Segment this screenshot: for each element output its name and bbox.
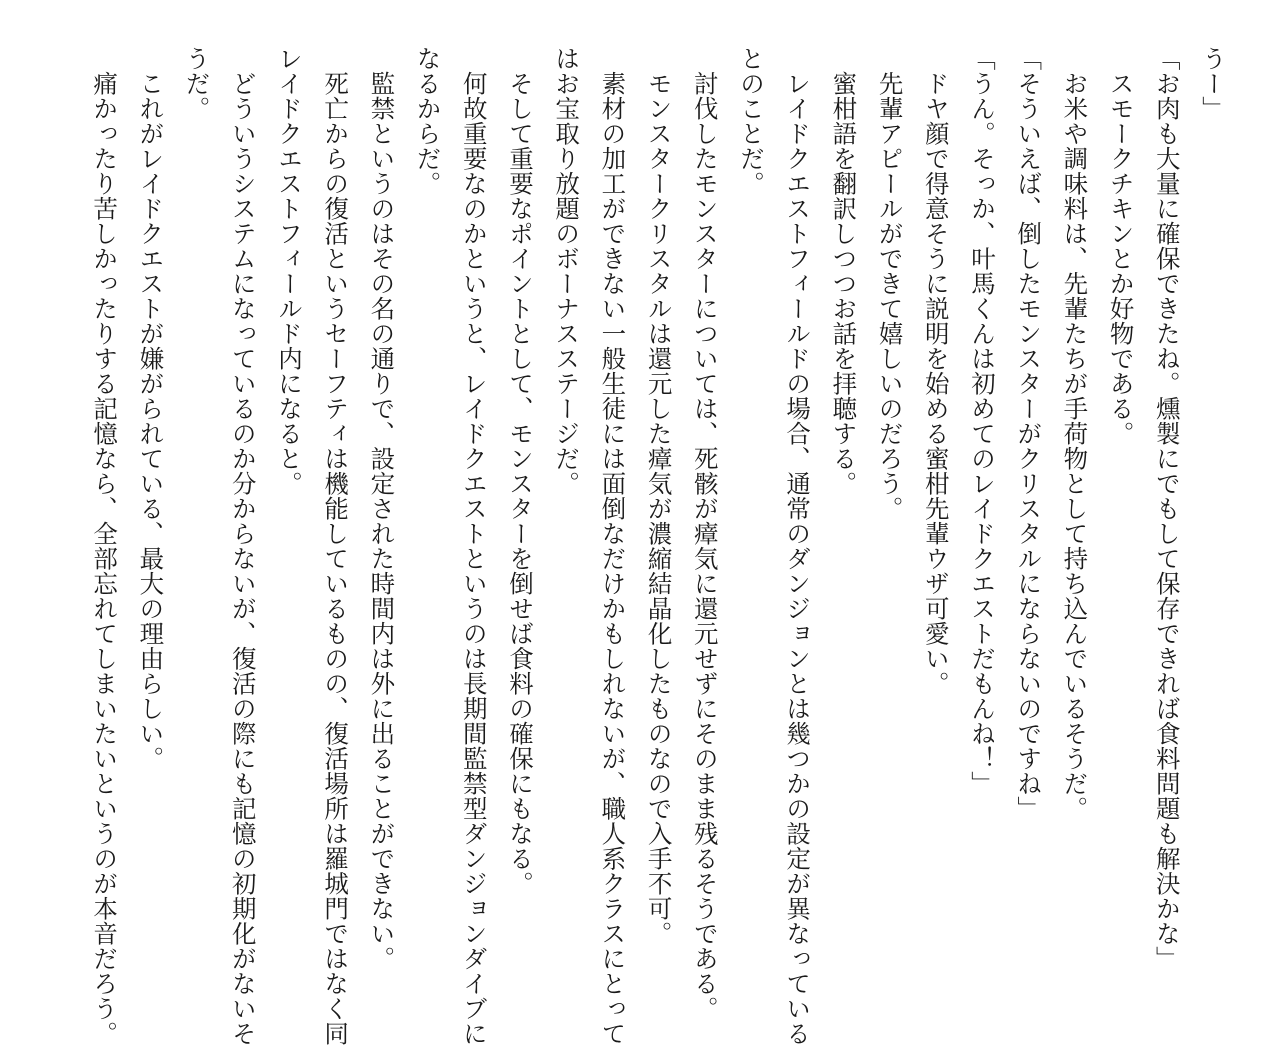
text-line: 監禁というのはその名の通りで、設定された時間内は外に出ることができない。 xyxy=(367,70,397,971)
text-line: 素材の加工ができない一般生徒には面倒なだけかもしれないが、職人系クラスにとってはお宝取り放題のボーナスステージだ。 xyxy=(552,46,628,1046)
text-line: ドヤ顔で得意そうに説明を始める蜜柑先輩ウザ可愛い。 xyxy=(921,70,951,696)
text-line: モンスタークリスタルは還元した瘴気が濃縮結晶化したものなので入手不可。 xyxy=(644,70,674,946)
text-line: 蜜柑語を翻訳しつつお話を拝聴する。 xyxy=(829,70,859,496)
text-line: そして重要なポイントとして、モンスターを倒せば食料の確保にもなる。 xyxy=(505,70,535,896)
text-line: 「うん。そっか、叶馬くんは初めてのレイドクエストだもんね！」 xyxy=(967,46,997,796)
text-line: 痛かったり苦しかったりする記憶なら、全部忘れてしまいたいというのが本音だろう。 xyxy=(90,70,120,1046)
text-line: 何故重要なのかというと、レイドクエストというのは長期間監禁型ダンジョンダイブになるからだ。 xyxy=(413,46,489,1046)
text-line: お米や調味料は、先輩たちが手荷物として持ち込んでいるそうだ。 xyxy=(1060,70,1090,821)
text-line: 死亡からの復活というセーフティは機能しているものの、復活場所は羅城門ではなく同レイドクエストフィールド内になると。 xyxy=(274,46,351,1046)
text-line: 「お肉も大量に確保できたね。燻製にでもして保存できれば食料問題も解決かな」 xyxy=(1152,46,1182,971)
text-line: 先輩アピールができて嬉しいのだろう。 xyxy=(875,70,905,521)
text-line: どういうシステムになっているのか分からないが、復活の際にも記憶の初期化がないそうだ。 xyxy=(182,46,258,1046)
text-line: 討伐したモンスターについては、死骸が瘴気に還元せずにそのまま残るそうである。 xyxy=(690,70,720,1021)
text-line: これがレイドクエストが嫌がられている、最大の理由らしい。 xyxy=(136,70,166,771)
text-line: うー」 xyxy=(1199,46,1228,121)
text-line: レイドクエストフィールドの場合、通常のダンジョンとは幾つかの設定が異なっているとのことだ。 xyxy=(736,46,813,1046)
vertical-text-body xyxy=(36,46,1236,1046)
text-line: 「そういえば、倒したモンスターがクリスタルにならないのですね」 xyxy=(1014,46,1044,821)
text-line: スモークチキンとか好物である。 xyxy=(1106,70,1136,446)
